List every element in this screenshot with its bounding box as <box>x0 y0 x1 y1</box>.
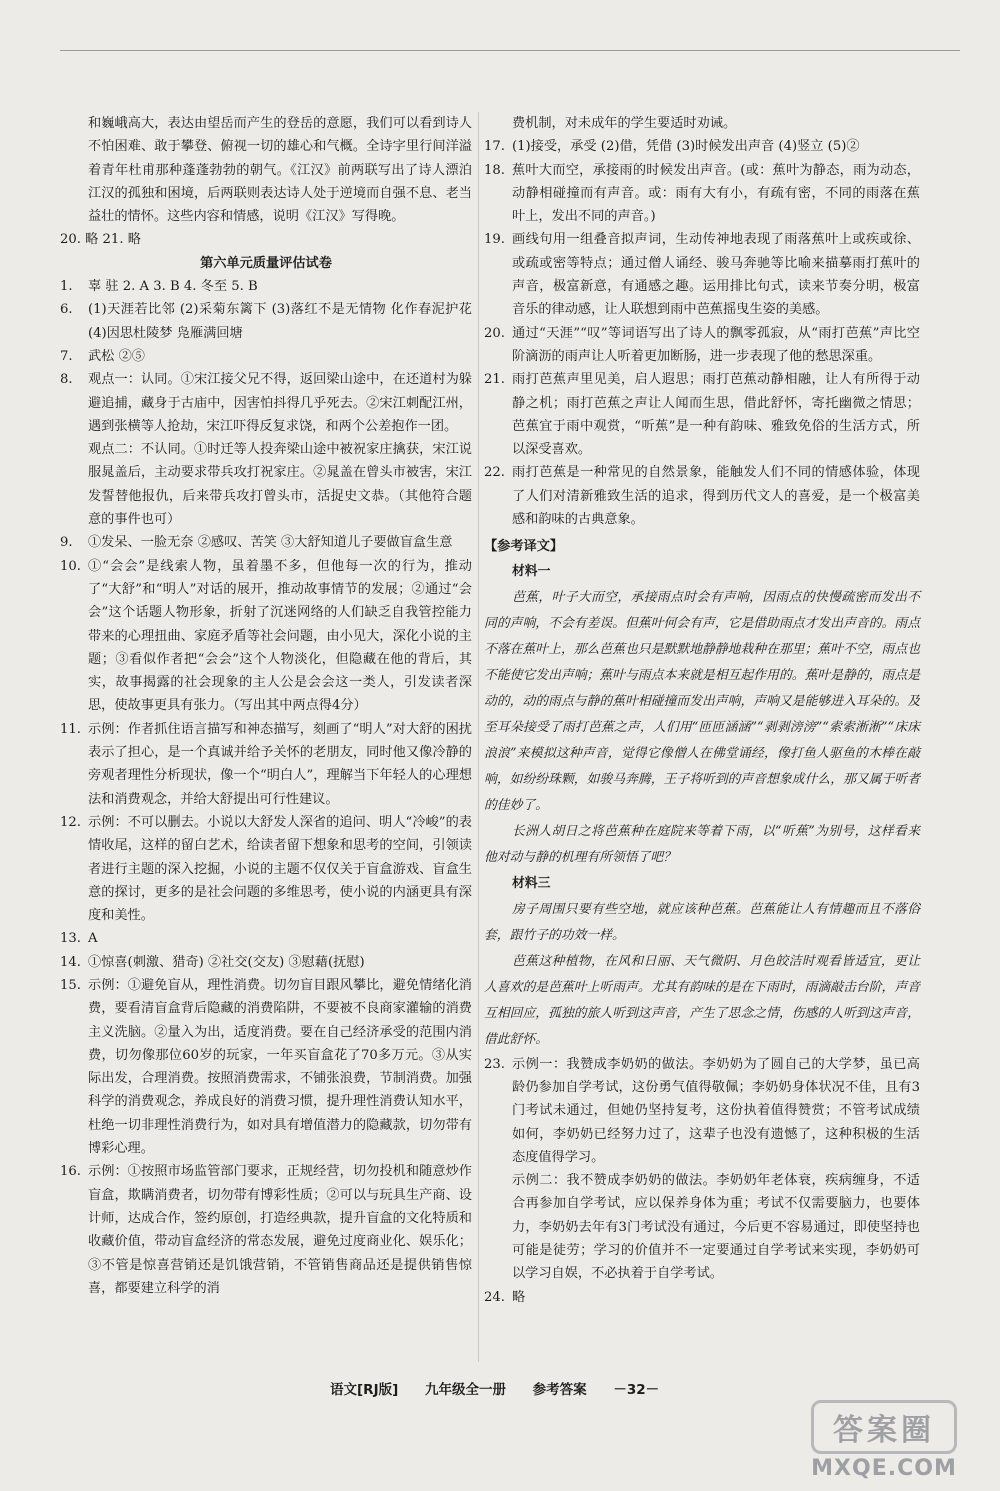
item-text: 示例：作者抓住语言描写和神态描写，刻画了“明人”对大舒的困扰表示了担心，是一个真诚并给予关怀的老朋友，同时他又像冷静的旁观者理性分析现状，像一个“明白人”，理解当下年轻人的心理想法和消费观念，并给大舒提出可行性建议。 <box>88 721 472 807</box>
item-text: 雨打芭蕉是一种常见的自然景象，能触发人们不同的情感体验，体现了人们对清新雅致生活的追求，得到历代文人的喜爱，是一个极富美感和韵味的古典意象。 <box>512 465 920 528</box>
item-number: 12. <box>60 814 81 830</box>
footer-grade: 九年级全一册 <box>424 1382 506 1398</box>
material-three-title: 材料三 <box>512 875 551 891</box>
item-number: 1. <box>60 279 73 295</box>
item-text: 辜 驻 2. A 3. B 4. 冬至 5. B <box>88 279 258 295</box>
item-number: 7. <box>60 348 73 364</box>
answer-item <box>60 927 472 950</box>
item-number: 13. <box>60 931 81 947</box>
item-text: 观点一：认同。①宋江接父兄不得，返回梁山途中，在还道村为躲避追捕，藏身于古庙中，因害怕抖得几乎死去。②宋江刺配江州，遇到张横等人抢劫，宋江吓得反复求饶，和两个公差抱作一团。 <box>88 372 472 434</box>
item-number: 23. <box>484 1056 505 1072</box>
answer-item <box>60 298 472 345</box>
item-number: 15. <box>60 977 81 993</box>
item-number <box>60 438 88 531</box>
material-one-paragraph: 长洲人胡日之将芭蕉种在庭院来等着下雨，以“听蕉”为别号，这样看来他对动与静的机理有所领悟了吧？ <box>484 823 920 865</box>
item-text: ①惊喜(刺激、猎奇) ②社交(交友) ③慰藉(抚慰) <box>88 954 365 970</box>
answer-item <box>484 368 920 461</box>
item-text: 观点二：不认同。①时迁等人投奔梁山途中被祝家庄擒获，宋江说服晁盖后，主动要求带兵攻打祝家庄。②晁盖在曾头市被害，宋江发誓替他报仇，后来带兵攻打曾头市，活捉史文恭。（其他符合题意的事件也可） <box>88 442 472 528</box>
page-number: －32－ <box>613 1382 660 1398</box>
reference-translation <box>484 559 920 1053</box>
item-text: 示例二：我不赞成李奶奶的做法。李奶奶年老体衰，疾病缠身，不适合再参加自学考试，应以保养身体为重；考试不仅需要脑力，也要体力，李奶奶去年有3门考试没有通过，今后更不容易通过，即使坚持也可能是徒劳；学习的价值并不一定要通过自学考试来实现，李奶奶可以学习自娱，不必执着于自学考试。 <box>512 1173 920 1282</box>
answer-item <box>484 461 920 531</box>
item-number: 9. <box>60 535 73 551</box>
item-number: 8. <box>60 372 73 388</box>
item-number: 6. <box>60 302 73 318</box>
watermark-logo-icon: 答案圈 <box>811 1400 957 1454</box>
watermark-url: MXQE.COM <box>811 1456 957 1481</box>
answer-20-21: 20. 略 21. 略 <box>60 232 141 248</box>
answer-item <box>60 951 472 974</box>
item-text: 蕉叶大而空，承接雨的时候发出声音。(或：蕉叶为静态，雨为动态，动静相碰撞而有声音。或：雨有大有小，有疏有密，不同的雨落在蕉叶上，发出不同的声音。) <box>512 162 920 225</box>
answer-item <box>60 438 472 531</box>
item-number: 24. <box>484 1289 505 1305</box>
answer-item <box>60 555 472 718</box>
answer-item <box>484 135 920 158</box>
item-text: ①发呆、一脸无奈 ②感叹、苦笑 ③大舒知道儿子要做盲盒生意 <box>88 535 453 551</box>
answer-item <box>60 811 472 927</box>
material-three-paragraph: 芭蕉这种植物，在风和日丽、天气微阴、月色皎洁时观看皆适宜，更让人喜欢的是芭蕉叶上听雨声。尤其有韵味的是在下雨时，雨滴敲击台阶，声音互相回应，孤独的旅人听到这声音，产生了思念之情，伤感的人听到这声音，借此舒怀。 <box>484 953 920 1047</box>
top-rule <box>60 50 960 51</box>
item-number: 22. <box>484 465 505 481</box>
item-text: ①“会会”是线索人物，虽着墨不多，但他每一次的行为，推动了“大舒”和“明人”对话的展开，推动故事情节的发展；②通过“会会”这个话题人物形象，折射了沉迷网络的人们缺乏自我管控能力带来的心理扭曲、家庭矛盾等社会问题，由小见大，深化小说的主题；③看似作者把“会会”这个人物淡化，但隐藏在他的背后，其实，故事揭露的社会现象的主人公是会会这一类人，引发读者深思，使故事更具有张力。（写出其中两点得4分） <box>88 558 472 714</box>
footer-subject: 语文[RJ版] <box>330 1382 399 1398</box>
item-text: 示例：①避免盲从，理性消费。切勿盲目跟风攀比，避免情绪化消费，要看清盲盒背后隐藏的消费陷阱，不要被不良商家灌输的消费主义洗脑。②量入为出，适度消费。要在自己经济承受的范围内消费，切勿像那位60岁的玩家，一年买盲盒花了70多万元。③从实际出发，合理消费。按照消费需求，不铺张浪费，节制消费。加强科学的消费观念，养成良好的消费习惯，提升理性消费认知水平，杜绝一切非理性消费行为，如对具有增值潜力的隐藏款，切勿带有博彩心理。 <box>88 977 472 1157</box>
item-number: 14. <box>60 954 81 970</box>
material-three-paragraph: 房子周围只要有些空地，就应该种芭蕉。芭蕉能让人有情趣而且不落俗套，跟竹子的功效一样。 <box>484 901 920 943</box>
answer-item <box>60 974 472 1160</box>
answer-item <box>60 1160 472 1300</box>
material-one-title: 材料一 <box>512 563 551 579</box>
answer-item <box>484 1286 920 1309</box>
item-text: 示例：不可以删去。小说以大舒发人深省的追问、明人“冷峻”的表情收尾，这样的留白艺术，给读者留下想象和思考的空间，引领读者进行主题的深入挖掘，小说的主题不仅仅关于盲盒游戏、盲盒生意的探讨，更多的是社会问题的多维思考，使小说的内涵更具有深度和美性。 <box>88 814 472 924</box>
item-number <box>484 1169 512 1285</box>
answer-item <box>60 275 472 298</box>
item-number: 20. <box>484 325 505 341</box>
answer-item <box>60 531 472 554</box>
item-number: 17. <box>484 139 505 155</box>
answer-item <box>484 322 920 369</box>
item-text: 示例一：我赞成李奶奶的做法。李奶奶为了圆自己的大学梦，虽已高龄仍参加自学考试，这份勇气值得敬佩；李奶奶身体状况不佳，且有3门考试未通过，但她仍坚持复考，这份执着值得赞赏；不管考试成绩如何，李奶奶已经努力过了，这辈子也没有遗憾了，这种积极的生活态度值得学习。 <box>512 1056 920 1165</box>
right-intro: 费机制，对未成年的学生要适时劝诫。 <box>512 116 737 131</box>
item-text: (1)天涯若比邻 (2)采菊东篱下 (3)落红不是无情物 化作春泥护花 (4)因思杜陵梦 凫雁满回塘 <box>88 302 472 341</box>
material-one-paragraph: 芭蕉，叶子大而空，承接雨点时会有声响，因雨点的快慢疏密而发出不同的声响，不会有差误。但蕉叶何会有声，它是借助雨点才发出声音的。雨点不落在蕉叶上，那么芭蕉也只是默默地静静地栽种在那里；蕉叶不空，雨点也不能使它发出声响；蕉叶与雨点本来就是相互起作用的。蕉叶是静的，雨点是动的，动的雨点与静的蕉叶相碰撞而发出声响，声响又是能够进入耳朵的。及至耳朵接受了雨打芭蕉之声，人们用“匝匝涵涵”“剥剥滂滂”“索索淅淅”“床床浪浪”来模拟这种声音，觉得它像僧人在佛堂诵经，像打鱼人驱鱼的木棒在敲响，如纷纷珠颗，如骏马奔腾，王子将听到的声音想象成什么，那又属于听者的佳妙了。 <box>484 589 920 813</box>
item-text: A <box>88 931 98 947</box>
watermark <box>804 1400 964 1485</box>
item-text: 通过“天涯”“叹”等词语写出了诗人的飘零孤寂，从“雨打芭蕉”声比空阶滴沥的雨声让人听着更加断肠，进一步表现了他的愁思深重。 <box>512 325 920 364</box>
item-number: 21. <box>484 372 505 388</box>
item-number: 11. <box>60 721 81 737</box>
answer-item <box>60 368 472 438</box>
item-number: 16. <box>60 1164 81 1180</box>
answer-item <box>484 228 920 321</box>
item-text: 略 <box>512 1289 526 1305</box>
item-number: 19. <box>484 232 505 248</box>
right-column <box>484 112 920 1309</box>
footer-label: 参考答案 <box>532 1382 587 1398</box>
left-column <box>60 112 472 1300</box>
column-divider <box>478 112 479 1362</box>
answer-item <box>60 718 472 811</box>
item-text: 雨打芭蕉声里见美，启人遐思；雨打芭蕉动静相融，让人有所得于动静之机；雨打芭蕉之声让人闻而生思，借此舒怀，寄托幽微之情思；芭蕉宜于雨中观赏，“听蕉”是一种有韵味、雅致免俗的生活方式，所以深受喜欢。 <box>512 372 920 458</box>
answer-item <box>484 1053 920 1169</box>
item-text: 示例：①按照市场监管部门要求，正规经营，切勿投机和随意炒作盲盒，欺瞒消费者，切勿带有博彩性质；②可以与玩具生产商、设计师，达成合作，签约原创，打造经典款，提升盲盒的文化特质和收藏价值，带动盲盒经济的常态发展，避免过度商业化、娱乐化；③不管是惊喜营销还是饥饿营销，不管销售商品还是提供销售惊喜，都要建立科学的消 <box>88 1164 472 1296</box>
item-number: 18. <box>484 162 505 178</box>
answer-item <box>60 345 472 368</box>
item-text: 画线句用一组叠音拟声词，生动传神地表现了雨落蕉叶上或疾或徐、或疏或密等特点；通过僧人诵经、骏马奔驰等比喻来描摹雨打蕉叶的声音，极富新意，有通感之趣。运用排比句式，读来节奏分明，极富音乐的律动感，让人联想到雨中芭蕉摇曳生姿的美感。 <box>512 232 920 318</box>
page-footer <box>330 1378 681 1398</box>
answer-item <box>484 159 920 229</box>
reference-translation-heading: 【参考译文】 <box>484 539 564 555</box>
answer-item <box>484 1169 920 1285</box>
left-intro: 和巍峨高大，表达由望岳而产生的登岳的意愿，我们可以看到诗人不怕困难、敢于攀登、俯视一切的雄心和气概。全诗字里行间洋溢着青年杜甫那种蓬蓬勃勃的朝气。《江汉》前两联写出了诗人漂泊江汉的孤独和困境，后两联则表达诗人处于逆境而自强不息、老当益壮的情怀。这些内容和情感，说明《江汉》写得晚。 <box>88 116 472 225</box>
item-text: 武松 ②⑤ <box>88 348 145 364</box>
section-title: 第六单元质量评估试卷 <box>200 255 332 271</box>
item-number: 10. <box>60 558 81 574</box>
item-text: (1)接受，承受 (2)借，凭借 (3)时候发出声音 (4)竖立 (5)② <box>512 139 860 155</box>
